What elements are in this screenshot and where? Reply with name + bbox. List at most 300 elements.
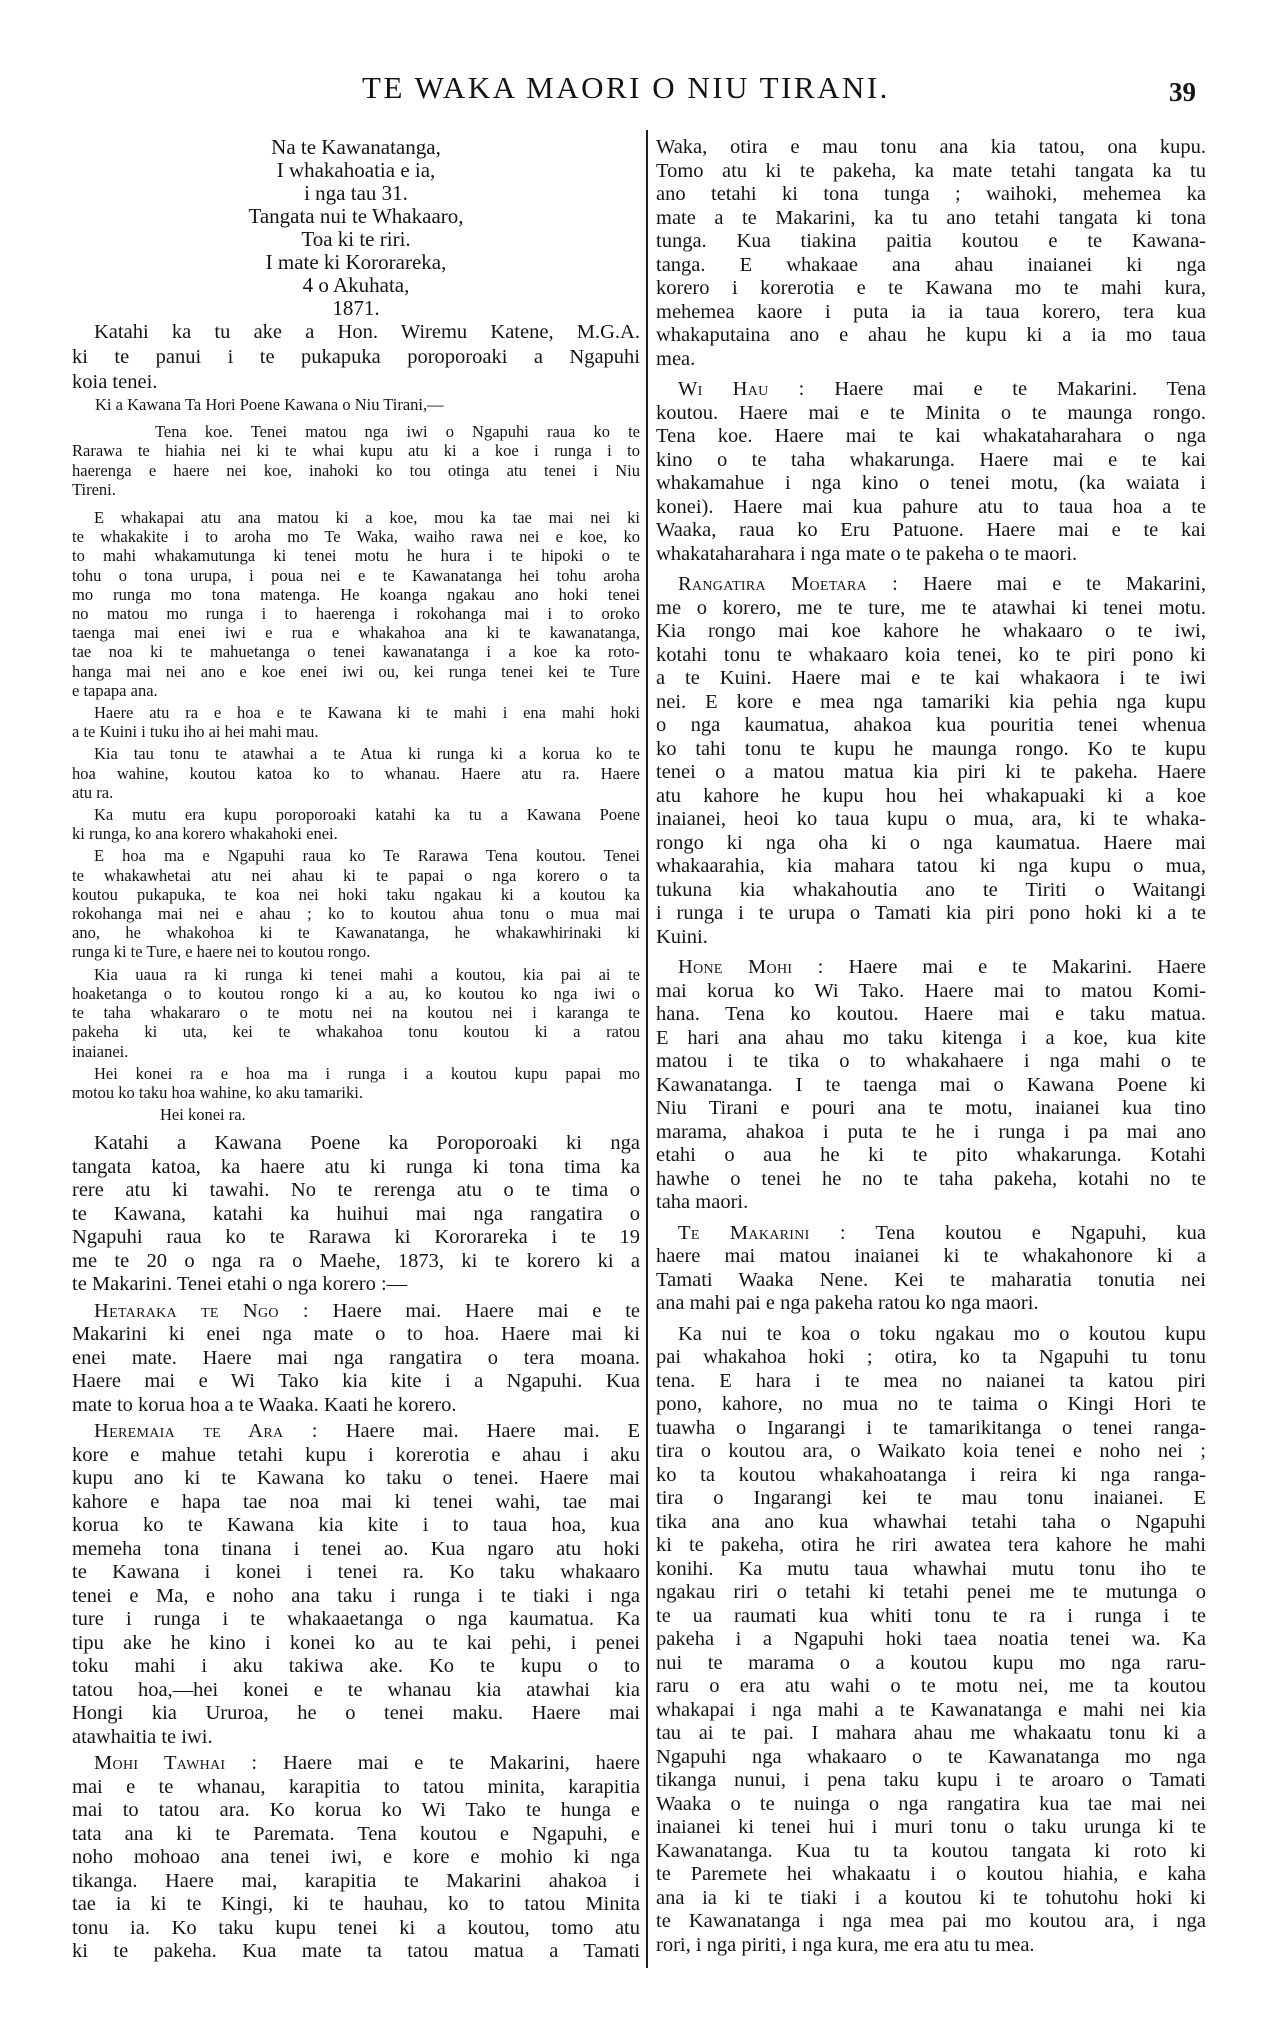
speaker-name: Te Makarini : (678, 1221, 846, 1244)
text-line (656, 1346, 1206, 1370)
text-line (656, 1840, 1206, 1864)
text-line (656, 1887, 1206, 1911)
text-line (72, 1022, 640, 1041)
line-text: 4 o Akuhata, (302, 273, 410, 297)
text-line (656, 855, 1206, 879)
text-line (656, 1558, 1206, 1582)
text-line (656, 1769, 1206, 1793)
text-line (72, 205, 640, 228)
letter-paragraph (72, 508, 640, 700)
line-text: tangata katoa, ka haere atu ki runga ki tona tima ka (72, 1155, 640, 1178)
line-text: no matou mo runga i to haerenga i rokohanga mai i to oroko (72, 604, 640, 624)
line-text: toku mahi i aku takiwa ake. Ko te kupu o to (72, 1655, 640, 1678)
text-line (656, 1050, 1206, 1074)
text-line (72, 1250, 640, 1274)
line-text: Haere mai e te Makarini. Tena (834, 378, 1207, 400)
speech-paragraph (72, 1420, 640, 1749)
text-line (656, 1144, 1206, 1168)
line-text: Haere mai e te Makarini. Haere (848, 956, 1207, 978)
line-text: tatou hoa,—hei konei e te whanau kia atawhai kia (72, 1678, 640, 1701)
line-text: tika ana ano kua whawhai tetahi taha o Ngapuhi (656, 1510, 1206, 1533)
line-text: te whakakite i to aroha mo Te Waka, waiho rawa nei e koe, ko (72, 527, 640, 547)
line-text: Rarawa te hiahia nei ki te whai kupu atu ki a koe i runga i to (72, 441, 640, 461)
line-text: ki te panui i te pukapuka poroporoaki a Ngapuhi (72, 346, 640, 368)
line-text: Makarini ki enei nga mate o to hoa. Haere mai ki (72, 1323, 640, 1346)
line-text: mai korua ko Wi Tako. Haere mai to matou Komi- (656, 979, 1206, 1002)
line-text: hanga mai nei ano e koe enei iwi ou, kei runga tenei kei te Ture (72, 661, 640, 681)
text-line (72, 1444, 640, 1468)
speech-paragraph (72, 1752, 640, 1964)
line-text: ture i runga i te whakaaetanga o nga kaumatua. Ka (72, 1608, 640, 1631)
text-line (656, 1863, 1206, 1887)
line-text: Ki a Kawana Ta Hori Poene Kawana o Niu Tirani,— (95, 395, 444, 414)
text-line (656, 832, 1206, 856)
line-text: Ngapuhi nga whakaaro o te Kawanatanga mo nga (656, 1745, 1206, 1768)
text-line (656, 879, 1206, 903)
speech-paragraph (72, 1300, 640, 1418)
text-line (656, 301, 1206, 325)
line-text: Niu Tirani e pouri ana te motu, inaianei kua tino (656, 1097, 1206, 1119)
text-line (72, 604, 640, 623)
line-text: motou ko taku hoa wahine, ko aku tamariki. (72, 1082, 363, 1102)
line-text: i nga tau 31. (304, 181, 408, 205)
text-line (656, 1168, 1206, 1192)
line-text: ano tetahi ki tona tunga ; waihoki, mehemea ka (656, 183, 1206, 205)
text-line (656, 1675, 1206, 1699)
text-line (656, 644, 1206, 668)
text-line (656, 1746, 1206, 1770)
text-line (72, 182, 640, 205)
line-text: Tireni. (72, 479, 116, 499)
text-line (656, 667, 1206, 691)
text-line (72, 824, 640, 843)
body-paragraph (72, 1132, 640, 1297)
line-text: Haere mai. Haere mai. E (345, 1420, 640, 1443)
line-text: tikanga. Haere mai, karapitia te Makarini ahakoa i (72, 1869, 640, 1892)
line-text: Kia uaua ra ki runga ki tenei mahi a koutou, kia pai ai te (94, 964, 640, 984)
text-line (72, 764, 640, 783)
text-line (656, 378, 1206, 402)
text-line (656, 183, 1206, 207)
letter-paragraph (72, 965, 640, 1061)
text-line (656, 785, 1206, 809)
text-line (72, 480, 640, 499)
letter-signoff-paragraph (72, 1105, 640, 1124)
line-text: pai whakahoa hoki ; otira, ko ta Ngapuhi tu tonu (656, 1346, 1206, 1368)
line-text: hana. Tena ko koutou. Haere mai e taku matua. (656, 1003, 1206, 1025)
line-text: Tena koe. Tenei matou nga iwi o Ngapuhi raua ko te (155, 422, 640, 442)
text-line (656, 1121, 1206, 1145)
line-text: whakapai i nga mahi a te Kawanatanga e mahi nei kia (656, 1698, 1206, 1721)
line-text: etahi o aua he ki te pito whakarunga. Kotahi (656, 1144, 1206, 1166)
line-text: tenei o a matou matua kia piri ki te pakeha. Haere (656, 761, 1206, 783)
text-line (656, 1816, 1206, 1840)
line-text: tena. E hara i te mea no naianei ta katou piri (656, 1369, 1206, 1392)
text-line (656, 207, 1206, 231)
text-line (72, 136, 640, 159)
line-text: kahore e hapa tae noa mai ki tenei wahi, tae mai (72, 1490, 640, 1513)
line-text: koutou. Haere mai e te Minita o te maunga rongo. (656, 401, 1206, 424)
line-text: ki te pakeha. Kua mate ta tatou matua a Tamati (72, 1940, 640, 1963)
line-text: te whakawhetai atu nei ahau ki te papai o nga korero o ta (72, 865, 640, 885)
line-text: Tomo atu ki te pakeha, ka mate tetahi tangata ka tu (656, 159, 1206, 182)
line-text: E hoa ma e Ngapuhi raua ko Te Rarawa Tena koutou. Tenei (94, 846, 640, 866)
text-line (72, 1083, 640, 1102)
line-text: kore e mahue tetahi kupu i korerotia e ahau i aku (72, 1443, 640, 1466)
text-line (656, 1487, 1206, 1511)
line-text: te taha whakararo o te motu nei na koutou nei i karanga te (72, 1003, 640, 1023)
text-line (656, 1323, 1206, 1347)
line-text: ko ta koutou whakahoatanga i reira ki nga ranga- (656, 1463, 1206, 1486)
line-text: tikanga nunui, i pena taku kupu i te aroaro o Tamati (656, 1769, 1206, 1791)
line-text: mea. (656, 347, 696, 370)
text-line (72, 508, 640, 527)
line-text: korero i korerotia e te Kawana mo te mahi kura, (656, 277, 1206, 299)
text-line (656, 1793, 1206, 1817)
line-text: rere atu ki tawahi. No te rerenga atu o te tima o (72, 1179, 640, 1202)
line-text: mate a te Makarini, ka tu ano tetahi tangata ki tona (656, 206, 1206, 229)
text-line (656, 926, 1206, 950)
text-line (72, 662, 640, 681)
line-text: ana ia ki te tiaki i a koutou ki te tohutohu hoki ki (656, 1886, 1206, 1909)
line-text: Haere mai e Wi Tako kia kite i a Ngapuhi. Kua (72, 1370, 640, 1393)
text-line (72, 1105, 640, 1124)
text-line (656, 496, 1206, 520)
line-text: ki runga, ko ana korero whakahoki enei. (72, 824, 338, 844)
text-line (72, 1394, 640, 1418)
line-text: hoaketanga o to koutou rongo ki a au, ko koutou ko nga iwi o (72, 983, 640, 1003)
line-text: kotahi tonu te whakaaro koia tenei, ko te piri pono ki (656, 643, 1206, 666)
text-line (656, 1393, 1206, 1417)
line-text: Haere mai e te Makarini, (922, 573, 1206, 595)
line-text: inaianei, heoi ko taua kupu o mua, ara, ki te whaka- (656, 808, 1206, 830)
text-line (72, 1064, 640, 1083)
text-line (656, 714, 1206, 738)
line-text: Hei konei ra. (160, 1105, 246, 1125)
line-text: Katahi ka tu ake a Hon. Wiremu Katene, M.G.A. (94, 321, 640, 343)
line-text: te Kawana, katahi ka huihui mai nga rangatira o (72, 1202, 640, 1225)
line-text: 1871. (332, 296, 380, 320)
line-text: nui te marama o a koutou kupu mo nga raru- (656, 1651, 1206, 1674)
text-line (72, 965, 640, 984)
text-line (656, 1652, 1206, 1676)
line-text: Ka mutu era kupu poroporoaki katahi ka tu a Kawana Poene (94, 805, 640, 825)
text-line (656, 1417, 1206, 1441)
text-line (656, 980, 1206, 1004)
text-line (656, 1222, 1206, 1246)
text-line (72, 642, 640, 661)
text-line (72, 566, 640, 585)
line-text: Waaka, raua ko Eru Patuone. Haere mai e te kai (656, 519, 1206, 541)
text-line (656, 1910, 1206, 1934)
line-text: Kia rongo mai koe kahore he whakaaro o te iwi, (656, 620, 1206, 642)
text-line (656, 254, 1206, 278)
line-text: Na te Kawanatanga, (271, 135, 441, 159)
line-text: e tapapa ana. (72, 680, 158, 700)
text-line (72, 1870, 640, 1894)
text-line (72, 623, 640, 642)
line-text: noho mohoao ana tenei iwi, e kore e mohio ki nga (72, 1846, 640, 1869)
line-text: korua ko te Kawana kia kite i to taua hoa, kua (72, 1514, 640, 1537)
speech-paragraph (656, 378, 1206, 566)
line-text: te ua raumati kua whiti tonu te ra i runga i te (656, 1604, 1206, 1627)
text-line (656, 402, 1206, 426)
line-text: me te 20 o nga ra o Maehe, 1873, ki te korero ki a (72, 1249, 640, 1272)
line-text: Tena koutou e Ngapuhi, kua (875, 1221, 1206, 1244)
text-line (656, 1269, 1206, 1293)
line-text: Waaka o te nuinga o nga rangatira kua tae mai nei (656, 1792, 1206, 1815)
line-text: ko tahi tonu te kupu he maunga rongo. Ko te kupu (656, 737, 1206, 760)
text-line (72, 320, 640, 345)
line-text: whakaarahia, kia mahara tatou ki nga kupu o mua, (656, 855, 1206, 877)
line-text: tata ana ki te Paremata. Tena koutou e Ngapuhi, e (72, 1822, 640, 1845)
line-text: kupu ano ki te Kawana ko taku o tenei. Haere mai (72, 1467, 640, 1490)
letter-paragraph (72, 1064, 640, 1102)
speaker-name: Rangatira Moetara : (678, 573, 899, 595)
text-line (656, 1370, 1206, 1394)
text-line (656, 1722, 1206, 1746)
text-line (656, 230, 1206, 254)
letter-paragraph (72, 846, 640, 961)
line-text: pakeha ki uta, kei te whakahoa tonu koutou ki a ratou (72, 1022, 640, 1042)
line-text: tae noa ki te mahuetanga o tenei kawanatanga i a koe ka roto- (72, 642, 640, 662)
line-text: tuawha o Ingarangi i te tamarikitanga o tenei ranga- (656, 1416, 1206, 1439)
speaker-name: Hetaraka te Ngo : (94, 1299, 309, 1322)
line-text: mai e te whanau, karapitia to tatou minita, karapitia (72, 1775, 640, 1798)
text-line (72, 159, 640, 182)
line-text: Katahi a Kawana Poene ka Poroporoaki ki nga (94, 1132, 640, 1155)
text-line (656, 1511, 1206, 1535)
text-line (72, 866, 640, 885)
text-line (656, 620, 1206, 644)
text-line (72, 722, 640, 741)
text-line (656, 1464, 1206, 1488)
text-line (72, 395, 640, 414)
text-line (656, 1605, 1206, 1629)
text-line (72, 984, 640, 1003)
line-text: te Kawana i konei i tenei ra. Ko taku whakaaro (72, 1561, 640, 1584)
line-text: whakaputaina ano e ahau he kupu ki a ia mo taua (656, 324, 1206, 346)
text-line (72, 1514, 640, 1538)
page-number: 39 (1169, 77, 1196, 107)
line-text: memeha tona tinana i tenei ao. Kua ngaro atu hoki (72, 1537, 640, 1560)
line-text: kino o te taha whakarunga. Haere mai e te kai (656, 448, 1206, 471)
text-line (656, 160, 1206, 184)
line-text: o nga kaumatua, ahakoa kua pouritia tenei whenua (656, 714, 1206, 736)
speech-paragraph (656, 1222, 1206, 1316)
line-text: Hongi kia Ururoa, he o tenei maku. Haere mai (72, 1702, 640, 1725)
line-text: ano, he whakohoa ki te Kawanatanga, he whakawhirinaki ki (72, 923, 640, 943)
text-line (72, 885, 640, 904)
text-line (72, 904, 640, 923)
text-line (72, 370, 640, 395)
verse-paragraph (72, 136, 640, 320)
line-text: inaianei. (72, 1041, 129, 1061)
line-text: hoa wahine, koutou katoa ko to whanau. Haere atu ra. Haere (72, 763, 640, 783)
text-line (72, 1726, 640, 1750)
speaker-name: Mohi Tawhai : (94, 1752, 258, 1775)
line-text: nei. E kore e mea nga tamariki kia pehia nga kupu (656, 690, 1206, 713)
text-line (72, 297, 640, 320)
text-line (656, 277, 1206, 301)
text-line (656, 543, 1206, 567)
line-text: mo runga mo tona matenga. He koanga ngakau ano hoki tenei (72, 584, 640, 604)
text-line (72, 1632, 640, 1656)
line-text: taha maori. (656, 1191, 749, 1213)
text-line (656, 597, 1206, 621)
text-line (72, 274, 640, 297)
line-text: Toa ki te riri. (301, 227, 411, 251)
text-line (72, 441, 640, 460)
speaker-name: Heremaia te Ara : (94, 1420, 318, 1443)
line-text: hawhe o tenei he no te taha pakeha, kotahi no te (656, 1167, 1206, 1190)
line-text: tukuna kia whakahoutia ano te Tiriti o Waitangi (656, 878, 1206, 901)
text-line (656, 136, 1206, 160)
line-text: E whakapai atu ana matou ki a koe, mou ka tae mai nei ki (94, 508, 640, 528)
text-line (72, 805, 640, 824)
text-line (72, 846, 640, 865)
line-text: tau ai te pai. I mahara ahau me whakaatu tonu ki a (656, 1722, 1206, 1744)
text-line (72, 546, 640, 565)
line-text: a te Kuini. Haere mai e te kai whakaora i te iwi (656, 667, 1206, 689)
text-line (72, 422, 640, 441)
body-paragraph (656, 1323, 1206, 1958)
speaker-name: Hone Mohi : (678, 956, 824, 978)
line-text: te Kawanatanga i nga mea pai mo koutou ara, i nga (656, 1910, 1206, 1932)
line-text: atawhaitia te iwi. (72, 1725, 213, 1748)
text-line (72, 585, 640, 604)
line-text: matou i te tika o to whakahaere i nga mahi o te (656, 1050, 1206, 1072)
line-text: atu kahore he kupu hou hei whakapuaki ki a koe (656, 784, 1206, 807)
text-line (72, 1679, 640, 1703)
text-line (72, 1608, 640, 1632)
line-text: haerenga e haere nei koe, inahoki ko tou otinga atu tenei i Niu (72, 460, 640, 480)
line-text: tira o Ingarangi kei te mau tonu inaianei. E (656, 1487, 1206, 1509)
text-line (72, 1917, 640, 1941)
letter-salutation-paragraph (72, 422, 640, 499)
line-text: Kuini. (656, 925, 708, 948)
line-text: enei mate. Haere mai nga rangatira o tera moana. (72, 1346, 640, 1369)
text-line (656, 1003, 1206, 1027)
text-line (656, 449, 1206, 473)
text-line (72, 461, 640, 480)
text-line (656, 348, 1206, 372)
text-line (656, 425, 1206, 449)
text-line (656, 1934, 1206, 1958)
line-text: Haere atu ra e hoa e te Kawana ki te mahi i ena mahi hoki (94, 703, 640, 723)
text-line (656, 1027, 1206, 1051)
line-text: Ngapuhi raua ko te Rarawa ki Kororareka i te 19 (72, 1226, 640, 1249)
body-continued-paragraph (656, 136, 1206, 371)
text-line (656, 1191, 1206, 1215)
text-line (72, 527, 640, 546)
line-text: Kawanatanga. I te taenga mai o Kawana Poene ki (656, 1073, 1206, 1096)
text-line (72, 942, 640, 961)
line-text: Ka nui te koa o toku ngakau mo o koutou kupu (678, 1322, 1206, 1345)
line-text: tohu o tona urupa, i poua nei e te Kawanatanga hei tohu aroha (72, 565, 640, 585)
line-text: raru o era atu wahi o te motu nei, me ta koutou (656, 1675, 1206, 1697)
letter-paragraph (72, 805, 640, 843)
line-text: konihi. Ka mutu taua whawhai mutu tonu iho te (656, 1557, 1206, 1580)
text-line (72, 1467, 640, 1491)
text-line (72, 1156, 640, 1180)
line-text: rokohanga mai nei e ahau ; ko to koutou ahua tonu o mua mai (72, 904, 640, 924)
text-line (72, 1561, 640, 1585)
line-text: pakeha i a Ngapuhi hoki taea noatia tenei wa. Ka (656, 1628, 1206, 1650)
line-text: Tangata nui te Whakaaro, (248, 204, 464, 228)
line-text: Haere mai. Haere mai e te (332, 1299, 640, 1322)
text-line (72, 1042, 640, 1061)
text-line (72, 1203, 640, 1227)
line-text: tunga. Kua tiakina paitia koutou e te Kawana- (656, 230, 1206, 252)
line-text: inaianei ki tenei hui i muri tonu o taku urunga ki te (656, 1816, 1206, 1838)
text-line (72, 1655, 640, 1679)
text-line (72, 1799, 640, 1823)
column-divider (646, 130, 648, 1968)
speech-paragraph (656, 573, 1206, 949)
text-line (72, 251, 640, 274)
text-line (72, 744, 640, 763)
right-column (656, 136, 1206, 1957)
line-text: Kawanatanga. Kua tu ta koutou tangata ki roto ki (656, 1839, 1206, 1862)
line-text: Haere mai e te Makarini, haere (283, 1752, 640, 1775)
speaker-name: Wi Hau : (678, 378, 805, 400)
line-text: pono, kahore, no mua no te taima o Kingi Hori te (656, 1393, 1206, 1415)
text-line (72, 1003, 640, 1022)
text-line (72, 1846, 640, 1870)
line-text: rori, i nga piriti, i nga kura, me era atu tu mea. (656, 1933, 1035, 1956)
line-text: mai to tatou ara. Ko korua ko Wi Tako te hunga e (72, 1799, 640, 1822)
left-column (72, 136, 640, 1964)
line-text: koutou pukapuka, te koa nei hoki taku ngakau ki a koutou ka (72, 884, 640, 904)
line-text: ngakau riri o tetahi ki tetahi penei me te mutunga o (656, 1581, 1206, 1603)
line-text: to mahi whakamutunga ki tenei motu he hura i te hipoki o te (72, 546, 640, 566)
text-line (72, 1893, 640, 1917)
text-line (656, 573, 1206, 597)
text-line (656, 1292, 1206, 1316)
line-text: mate to korua hoa a te Waaka. Kaati he korero. (72, 1393, 457, 1416)
line-text: taenga mai enei iwi e rua e whakahoa ana ki te kawanatanga, (72, 623, 640, 643)
line-text: haere mai matou inaianei ki te whakahonore ki a (656, 1245, 1206, 1267)
text-line (656, 472, 1206, 496)
intro-paragraph (72, 320, 640, 395)
line-text: Tena koe. Haere mai te kai whakataharahara o nga (656, 425, 1206, 447)
text-line (72, 1776, 640, 1800)
text-line (72, 1273, 640, 1297)
text-line (656, 808, 1206, 832)
line-text: tanga. E whakaae ana ahau inaianei ki nga (656, 253, 1206, 276)
letter-heading-paragraph (72, 395, 640, 414)
letter-paragraph (72, 744, 640, 802)
line-text: whakamahue i nga kino o tenei motu, (ka waiata i (656, 472, 1206, 494)
text-line (72, 1585, 640, 1609)
text-line (656, 1074, 1206, 1098)
text-line (656, 902, 1206, 926)
text-line (72, 1347, 640, 1371)
text-line (72, 1300, 640, 1324)
text-line (72, 1940, 640, 1964)
line-text: tira o koutou ara, o Waikato koia tenei e noho nei ; (656, 1440, 1206, 1462)
line-text: a te Kuini i tuku iho ai hei mahi mau. (72, 722, 319, 742)
text-line (72, 923, 640, 942)
text-line (656, 1628, 1206, 1652)
line-text: Waka, otira e mau tonu ana kia tatou, ona kupu. (656, 136, 1206, 158)
text-line (656, 738, 1206, 762)
text-line (72, 1179, 640, 1203)
text-line (72, 1823, 640, 1847)
text-line (656, 1534, 1206, 1558)
text-line (72, 1370, 640, 1394)
